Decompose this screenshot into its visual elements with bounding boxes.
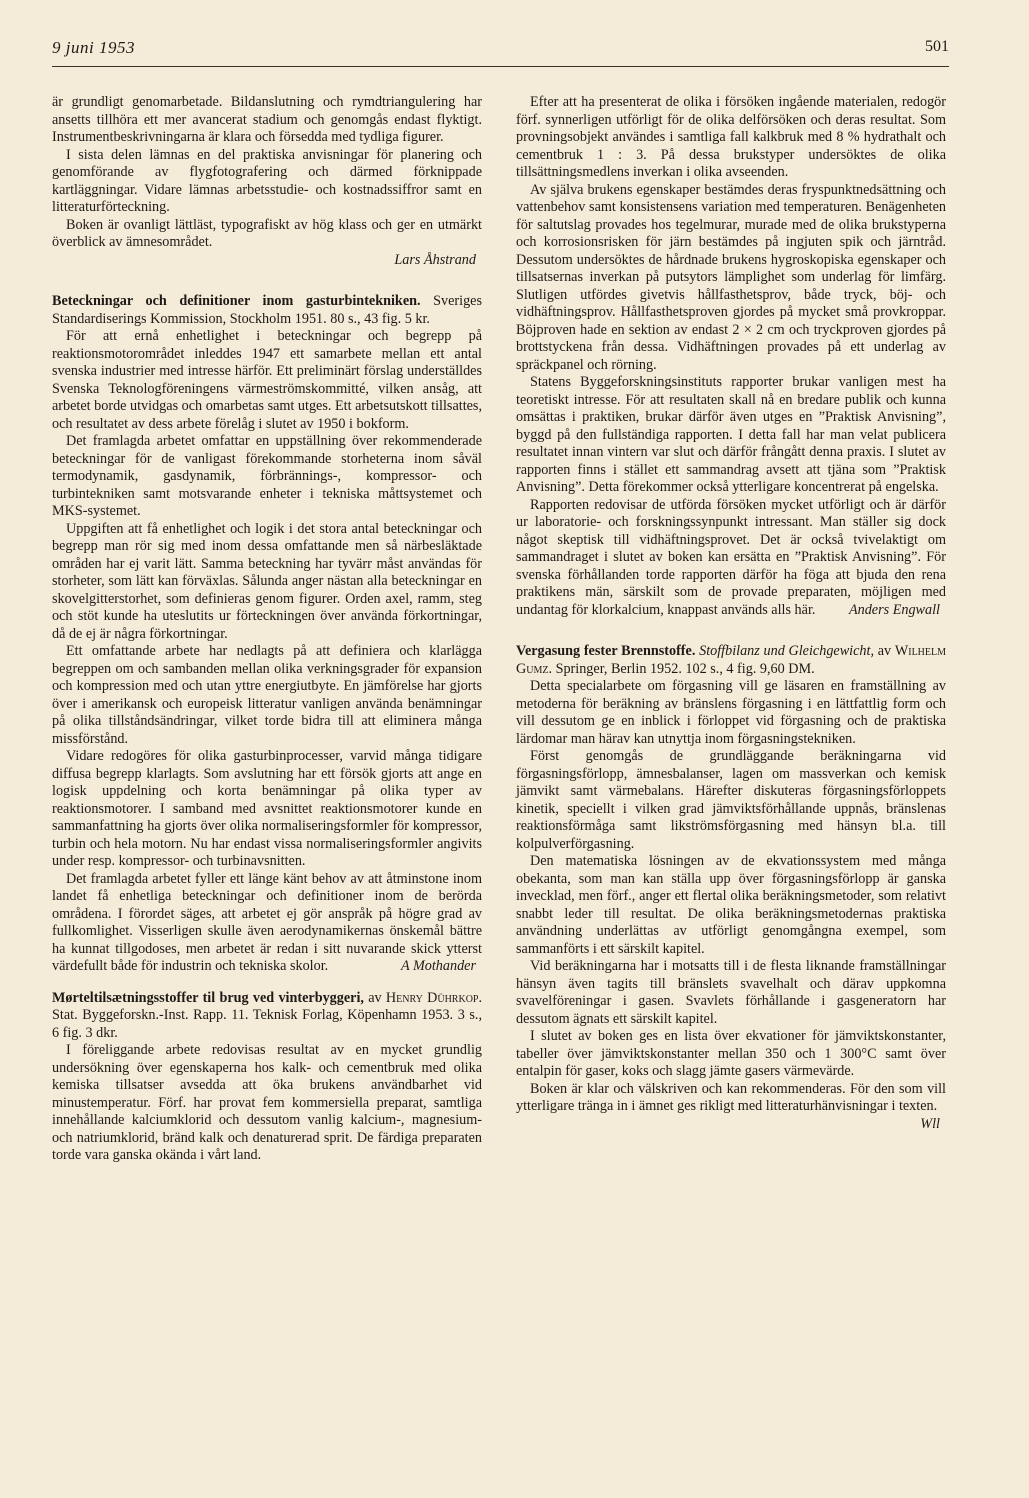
book-reference (52, 293, 482, 328)
book-author: Henry Dührkop (385, 989, 479, 1006)
book-details: . Stat. Byggeforskn.-Inst. Rapp. 11. Teknisk Forlag, Köpenhamn 1953. 3 s., 6 fig. 3 dkr. (52, 989, 483, 1041)
book-reference (516, 643, 946, 678)
paragraph: Detta specialarbete om förgasning vill ge läsaren en framställning av metoderna för beräkning av bränslens förgasning i en lättfattlig form och vill dessutom ge en inblick i förloppet vid förgasning och de praktiska lärdomar man härav kan utnyttja inom förgasningstekniken. (516, 678, 946, 747)
paragraph (516, 1080, 946, 1132)
paragraph: Boken är ovanligt lättläst, typografiskt av hög klass och ger en utmärkt överblick av ämnesområdet. (52, 216, 482, 250)
paragraph: För att ernå enhetlighet i beteckningar och begrepp på reaktionsmotorområdet inleddes 1947 ett samarbete mellan ett antal svenska industrier med intresse härför. Ett preliminärt förslag underställdes Svenska Teknologföreningens värmeströmskommitté, vilken ansåg, att arbetet borde utvidgas och omarbetas samt utges. Ett arbetsutskott tillsattes, och resultatet av dess arbete förelåg i slutet av 1950 i bokform. (52, 328, 482, 432)
paragraph (516, 497, 946, 620)
book-by: av (368, 989, 382, 1006)
book-details: Sveriges Standardiserings Kommission, Stockholm 1951. 80 s., 43 fig. 5 kr. (52, 293, 482, 327)
header-date: 9 juni 1953 (52, 38, 135, 57)
paragraph-text: Rapporten redovisar de utförda försöken mycket utförligt och är därför ur laboratorie- och forskningssynpunkt intressant. Man ställer sig dock något skeptisk till vidhäftningsprovet. Det är också tvivelaktigt om sammandraget i slutet av boken kan ersätta en ”Praktisk Anvisning”. För svenska förhållanden torde rapporten därför ha föga att bjuda den rena praktikens män, särskilt som de provade preparaten, möjligen med undantag för klorkalcium, knappast används alls här. (516, 496, 946, 618)
book-reference (52, 990, 482, 1043)
paragraph: Den matematiska lösningen av de ekvationssystem med många obekanta, som man kan ställa upp över förgasningsförlopp är ganska invecklad, men förf., anger ett flertal olika beräkningsmetoder, som relativt snabbt leder till resultat. De olika beräkningsmetodernas praktiska användning underlättas av utförligt genomgångna exempel, som sammanförts i ett särskilt kapitel. (516, 853, 946, 957)
review-signature: Lars Åhstrand (394, 251, 476, 268)
review-signature: Anders Engwall (848, 601, 940, 618)
paragraph: Det framlagda arbetet omfattar en uppställning över rekommenderade beteckningar för de vanligast förekommande storheterna inom såväl termodynamik, gasdynamik, förbrännings-, kompressor- och turbintekniken samt motsvarande enheter i tekniska måttsystemet och MKS-systemet. (52, 433, 482, 519)
page-number: 501 (925, 38, 949, 55)
paragraph: I föreliggande arbete redovisas resultat av en mycket grundlig undersökning över egenskaperna hos kalk- och cementbruk med olika kemiska tillsatser avsedda att öka brukens användbarhet vid minustemperatur. Förf. har provat fem kommersiella preparat, samtliga innehållande kalciumklorid och dessutom vanlig kalcium-, magnesium- och natriumklorid, bränd kalk och denaturerad sprit. De färdiga preparaten torde vara ganska okända i vårt land. (52, 1042, 482, 1163)
book-title: Beteckningar och definitioner inom gasturbintekniken. (52, 293, 421, 309)
paragraph: I sista delen lämnas en del praktiska anvisningar för planering och genomförande av flygfotografering och därmed förknippade kartläggningar. Vidare lämnas arbetsstudie- och kostnadssiffror samt en litteraturförteckning. (52, 146, 482, 215)
paragraph (52, 871, 482, 976)
book-title: Vergasung fester Brennstoffe. (516, 643, 696, 659)
paragraph-text: Boken är klar och välskriven och kan rekommenderas. För den som vill ytterligare tränga in i ämnet ges rikligt med litteraturhänvisningar i texten. (516, 1080, 946, 1114)
paragraph: Statens Byggeforskningsinstituts rapporter brukar vanligen mest ha teoretiskt intresse. För att resultaten skall nå en bredare publik och kunna omsättas i praktiken, brukar därför även utges en ”Praktisk Anvisning”, byggd på den fullständiga rapporten. I detta fall har man velat publicera resultatet innan vintern var slut och därför frångått denna praxis. I slutet av rapporten finns i stället ett sammandrag avsett att tjäna som ”Praktisk Anvisning”. Detta förekommer också ytterligare koncentrerat på engelska. (516, 374, 946, 495)
right-column (516, 94, 946, 1133)
left-column (52, 94, 482, 1165)
paragraph: Vidare redogöres för olika gasturbinprocesser, varvid många tidigare diffusa begrepp klarlagts. Som avslutning har ett försök gjorts att ange en logisk uppdelning och korta benämningar på olika typer av reaktionsmotorer. I samband med avsnittet reaktionsmotorer kunde en sammanfattning ha gjorts över olika normaliseringsformler för kompressor, turbin och hela motorn. Nu har endast vissa normaliseringsformler angivits under resp. kompressor- och turbinavsnitten. (52, 748, 482, 869)
paragraph-text: Det framlagda arbetet fyller ett länge känt behov av att åtminstone inom landet få enhetliga beteckningar och definitioner inom de berörda områdena. I förordet säges, att arbetet ej gör anspråk på högre grad av fullkomlighet. Visserligen skulle även aerodynamikernas önskemål bättre ha kunnat tillgodoses, men arbetet är redan i sitt nuvarande skick ytterst värdefullt både för industrin och tekniska skolor. (52, 870, 482, 974)
paragraph: Av själva brukens egenskaper bestämdes deras fryspunktnedsättning och vattenbehov samt konsistensens variation med temperaturen. Benägenheten för saltutslag provades hos tegelmurar, murade med de olika brukstyperna och korrosionsrisken för järn bestämdes på ingjuten spik och järntråd. Dessutom undersöktes de hårdnade brukens hygroskopiska egenskaper och tillsatsernas inverkan på putsytors lämplighet som underlag för limfärg. Slutligen utfördes givetvis hållfasthetsprov, både tryck, böj- och vidhäftningsprov. Hållfasthetsproven gjordes på mycket små provkroppar. Böjproven hade en sektion av endast 2 × 2 cm och tryckproven gjordes på brottstyckena från dessa. Vidhäftningen provades på ett underlag av spräckpanel och rörning. (516, 181, 946, 373)
paragraph: är grundligt genomarbetade. Bildanslutning och rymdtriangulering har ansetts tillhöra ett mer avancerat stadium och genomgås endast flyktigt. Instrumentbeskrivningarna är klara och försedda med tydliga figurer. (52, 94, 482, 145)
paragraph: Ett omfattande arbete har nedlagts på att definiera och klarlägga begreppen om och sambanden mellan olika verkningsgrader för expansion och kompression med och utan yttre energiutbyte. En jämförelse har gjorts över i amerikansk och europeisk litteratur vanligen använda benämningar på olika tillståndsändringar, vilket torde bidra till att eliminera många missförstånd. (52, 643, 482, 747)
paragraph: Efter att ha presenterat de olika i försöken ingående materialen, redogör förf. synnerligen utförligt för de olika delförsöken och deras resultat. Som provningsobjekt användes i samtliga fall kalkbruk med 8 % hydrathalt och cementbruk 1 : 3. På dessa brukstyper undersöktes de olika tillsättningsmedlens inverkan i olika avseenden. (516, 94, 946, 180)
book-details: . Springer, Berlin 1952. 102 s., 4 fig. 9,60 DM. (548, 660, 815, 677)
book-title: Mørteltilsætningsstoffer til brug ved vinterbyggeri, (52, 989, 364, 1006)
book-author: Wilhelm Gumz (516, 643, 947, 677)
review-signature: Wll (920, 1115, 940, 1132)
page-header (52, 36, 949, 67)
paragraph: Vid beräkningarna har i motsatts till i de flesta liknande framställningar hänsyn även tagits till bränslets svavelhalt och därav uppkomna svavelföreningar i gasen. Svavlets förhållande i gasgeneratorn har dessutom ägnats ett särskilt kapitel. (516, 958, 946, 1027)
book-by: av (877, 643, 892, 659)
paragraph: I slutet av boken ges en lista över ekvationer för jämviktskonstanter, tabeller över jämviktskonstanter mellan 350 och 1 300°C samt över entalpin för gaser, koks och slagg jämte gasers värmevärde. (516, 1028, 946, 1079)
book-subtitle: Stoffbilanz und Gleichgewicht, (699, 643, 874, 659)
paragraph: Uppgiften att få enhetlighet och logik i det stora antal beteckningar och begrepp man rör sig med inom dessa omfattande men så närbesläktade områden har ej varit lätt. Samma beteckning har tyvärr måst användas för storheter, som lätt kan förväxlas. Sålunda anger nästan alla beteckningar en skovelgitterstorhet, som definieras genom figurer. Orden axel, ramm, steg och stöt kunde ha uteslutits ur förteckningen över använda förkortningar, då de ej är några förkortningar. (52, 520, 482, 642)
review-signature: A Mothander (400, 958, 476, 974)
paragraph: Först genomgås de grundläggande beräkningarna vid förgasningsförlopp, ämnesbalanser, lagen om massverkan och kemisk jämvikt samt värmebalans. Härefter diskuteras förgasningsförloppets kinetik, speciellt i vilken grad jämviktsförhållande uppnås, bränslenas reaktionsförmåga samt likströmsförgasning med hänsyn bl.a. till kolpulverförgasning. (516, 748, 946, 852)
